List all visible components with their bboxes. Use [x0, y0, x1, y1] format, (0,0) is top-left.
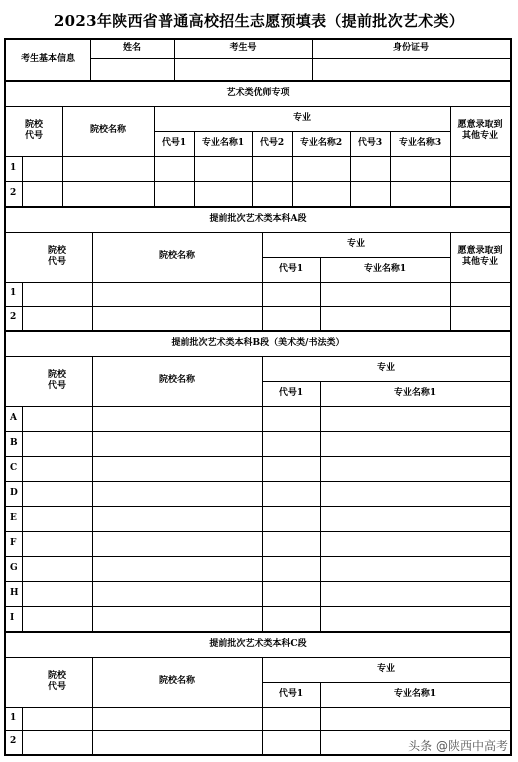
watermark: 头条 @陕西中高考 — [408, 739, 508, 753]
c-col-name1: 专业名称1 — [393, 688, 437, 699]
teacher-col-major: 专业 — [292, 112, 311, 123]
teacher-col-adjust: 愿意录取到 其他专业 — [457, 119, 503, 141]
c-col-major: 专业 — [376, 663, 395, 674]
b-row-c-index: C — [10, 462, 18, 473]
a-col-school-code: 院校 代号 — [47, 245, 66, 267]
c-col-school-code: 院校 代号 — [47, 670, 66, 692]
b-row-i-index: I — [10, 612, 15, 623]
b-row-d-index: D — [10, 487, 18, 498]
id-number-field[interactable] — [313, 59, 510, 79]
application-form — [4, 38, 512, 756]
b-col-school-name: 院校名称 — [158, 375, 195, 386]
id-number-label: 身份证号 — [392, 43, 429, 54]
teacher-row-1-index: 1 — [10, 162, 17, 173]
teacher-col-code1: 代号1 — [161, 137, 187, 148]
section-a-title: 提前批次艺术类本科A段 — [209, 214, 307, 225]
b-col-code1: 代号1 — [278, 387, 304, 398]
a-row-1-index: 1 — [10, 288, 17, 299]
teacher-col-name1: 专业名称1 — [201, 137, 245, 148]
teacher-col-code3: 代号3 — [357, 137, 383, 148]
b-col-major: 专业 — [376, 362, 395, 373]
a-col-name1: 专业名称1 — [363, 263, 407, 274]
a-col-school-name: 院校名称 — [158, 251, 195, 262]
b-col-school-code: 院校 代号 — [47, 369, 66, 391]
b-row-a-index: A — [10, 412, 17, 423]
teacher-col-name3: 专业名称3 — [398, 137, 442, 148]
form-title: 2023年陕西省普通高校招生志愿预填表（提前批次艺术类） — [53, 12, 465, 30]
b-col-name1: 专业名称1 — [393, 387, 437, 398]
b-row-g-index: G — [10, 562, 18, 573]
b-row-b-index: B — [10, 437, 18, 448]
teacher-col-school-name: 院校名称 — [89, 125, 126, 136]
b-row-f-index: F — [10, 537, 17, 548]
a-col-code1: 代号1 — [278, 263, 304, 274]
section-c-title: 提前批次艺术类本科C段 — [209, 639, 307, 650]
a-row-2-index: 2 — [10, 312, 17, 323]
exam-number-field[interactable] — [175, 59, 311, 79]
section-teacher-title: 艺术类优师专项 — [226, 88, 290, 99]
a-col-major: 专业 — [346, 238, 365, 249]
section-b-title: 提前批次艺术类本科B段（美术类/书法类） — [171, 338, 345, 349]
teacher-col-code2: 代号2 — [259, 137, 285, 148]
c-col-code1: 代号1 — [278, 688, 304, 699]
c-row-2-index: 2 — [10, 736, 17, 747]
b-row-e-index: E — [10, 512, 17, 523]
name-field[interactable] — [91, 59, 173, 79]
b-row-h-index: H — [10, 587, 19, 598]
basic-info-label: 考生基本信息 — [20, 54, 75, 65]
teacher-col-school-code: 院校 代号 — [24, 119, 43, 141]
exam-number-label: 考生号 — [229, 43, 257, 54]
c-row-1-index: 1 — [10, 712, 17, 723]
teacher-col-name2: 专业名称2 — [299, 137, 343, 148]
c-col-school-name: 院校名称 — [158, 676, 195, 687]
name-label: 姓名 — [122, 43, 141, 54]
teacher-row-2-index: 2 — [10, 187, 17, 198]
a-col-adjust: 愿意录取到 其他专业 — [457, 245, 503, 267]
